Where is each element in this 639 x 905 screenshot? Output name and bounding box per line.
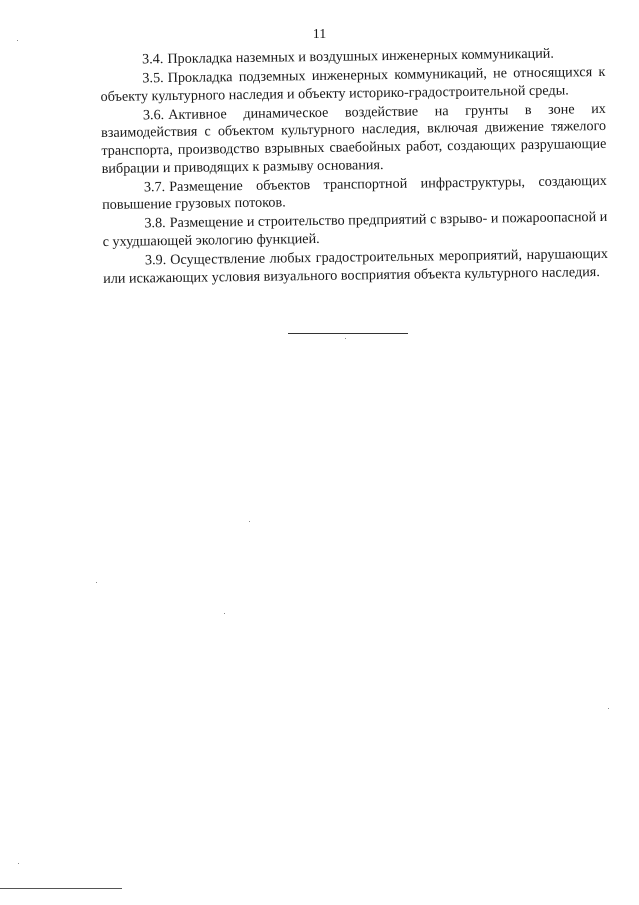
end-separator-line xyxy=(288,333,408,334)
scan-speck xyxy=(96,582,97,583)
page-number: 11 xyxy=(312,27,327,42)
item-number: 3.8. xyxy=(144,215,166,232)
scan-speck xyxy=(224,613,225,614)
footer-line xyxy=(0,888,122,889)
scan-speck xyxy=(608,708,609,709)
scan-speck xyxy=(249,521,250,522)
item-number: 3.7. xyxy=(143,178,166,196)
list-item-3-6 xyxy=(101,101,607,178)
scan-speck xyxy=(18,863,19,864)
item-number: 3.9. xyxy=(144,252,167,269)
scan-speck xyxy=(17,40,18,41)
item-text: Размещение и строительство предприятий с взрыво- и пожароопасной и с ухудшающей экологию функцией. xyxy=(102,209,608,250)
item-number: 3.6. xyxy=(142,106,165,124)
item-text: Активное динамическое воздействие на грунты в зоне их взаимодействия с объектом культурного наследия, включая движение тяжелого транспорта, производство взрывных сваебойных работ, создающих разрушающие вибрации и приводящих к размыву основания. xyxy=(101,100,607,177)
item-text: Размещение объектов транспортной инфраструктуры, создающих повышение грузовых потоков. xyxy=(102,172,607,214)
list-item-3-8 xyxy=(102,209,607,251)
list-item-3-7 xyxy=(102,173,607,215)
item-text: Прокладка наземных и воздушных инженерных коммуникаций. xyxy=(167,45,555,68)
item-number: 3.5. xyxy=(142,70,164,87)
item-text: Прокладка подземных инженерных коммуникаций, не относящихся к объекту культурного наследия и объекту историко-градостроительной среды. xyxy=(100,64,606,105)
item-number: 3.4. xyxy=(141,51,164,68)
list-item-3-9 xyxy=(103,246,608,288)
scan-speck xyxy=(345,338,346,339)
list-item-3-5 xyxy=(100,64,605,106)
document-body xyxy=(100,45,608,290)
item-text: Осуществление любых градостроительных мероприятий, нарушающих или искажающих условия визуального восприятия объекта культурного наследия. xyxy=(103,245,608,287)
